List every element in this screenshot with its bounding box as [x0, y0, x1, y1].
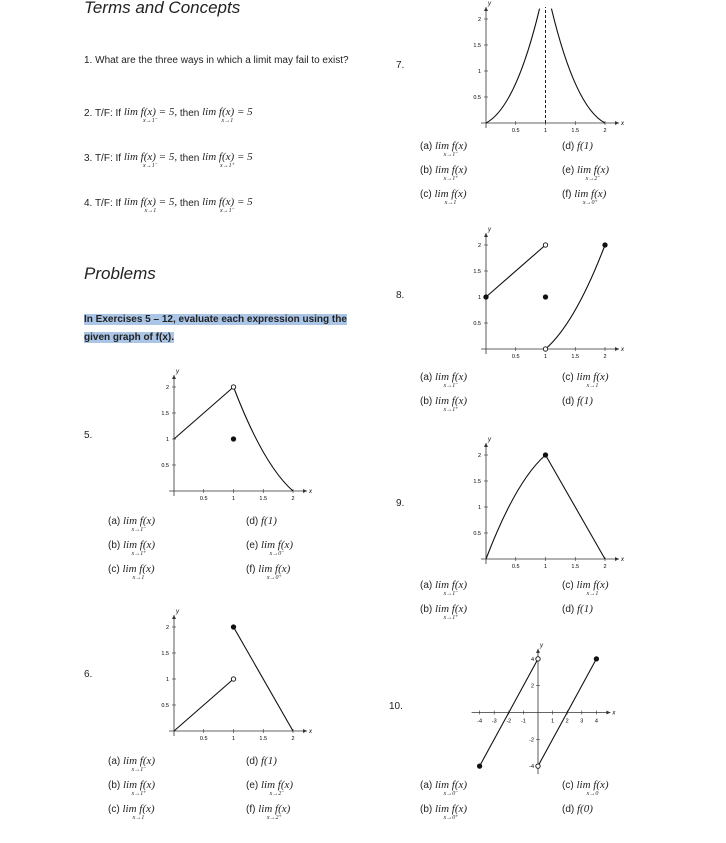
x-tick-label: 2	[565, 718, 569, 725]
y-tick-label: 0.5	[473, 95, 481, 101]
x-tick-label: 2	[291, 496, 295, 502]
x-tick-label: 2	[603, 564, 607, 570]
exercise-part	[562, 604, 593, 615]
exercise-part	[420, 141, 467, 159]
part-marker: (f)	[562, 189, 575, 200]
y-tick-label: 1.5	[473, 269, 481, 275]
y-axis-arrow	[484, 443, 488, 447]
exercise-10-number: 10.	[389, 701, 403, 712]
closed-point	[231, 625, 235, 629]
y-axis-arrow	[484, 233, 488, 237]
exercise-part	[562, 141, 593, 152]
x-tick-label: 1.5	[571, 128, 580, 134]
exercise-6-number: 6.	[84, 669, 93, 680]
open-point	[231, 385, 235, 389]
part-subscript: x→1⁺	[131, 551, 147, 557]
part-expression: lim f(x)	[435, 395, 468, 407]
part-subscript: x→1⁺	[131, 791, 147, 797]
x-tick-label: -4	[477, 718, 483, 725]
part-subscript: x→1⁻	[443, 591, 459, 597]
part-expression: lim f(x)	[576, 779, 609, 791]
open-point	[231, 677, 235, 681]
open-point	[536, 657, 540, 661]
series-curve	[546, 245, 606, 349]
part-expression: lim f(x)	[435, 140, 468, 152]
exercise-part	[246, 564, 290, 582]
instruction	[84, 309, 372, 345]
part-marker: (a)	[420, 372, 435, 383]
exercise-7-number: 7.	[396, 60, 405, 71]
part-marker: (b)	[108, 540, 123, 551]
x-tick-label: 1.5	[259, 736, 268, 742]
part-subscript: x→1	[132, 815, 145, 821]
x-tick-label: 2	[603, 354, 607, 360]
part-subscript: x→1⁻	[443, 152, 459, 158]
y-axis-label: y	[176, 369, 179, 375]
exercise-part	[420, 604, 467, 622]
part-expression: lim f(x)	[435, 371, 468, 383]
x-tick-label: 2	[291, 736, 295, 742]
y-tick-label: 4	[530, 656, 534, 663]
part-marker: (c)	[562, 372, 577, 383]
term-limit-1-sub: x→1⁻	[143, 163, 158, 169]
part-marker: (f)	[246, 564, 259, 575]
y-tick-label: 0.5	[161, 703, 169, 709]
instruction-text: In Exercises 5 – 12, evaluate each expression using the given graph of f(x).	[84, 314, 347, 343]
part-marker: (a)	[420, 780, 435, 791]
exercise-part	[246, 780, 293, 798]
graph-8	[452, 226, 632, 361]
part-subscript: x→1	[132, 575, 145, 581]
exercise-part	[420, 372, 467, 390]
part-expression: lim f(x)	[576, 371, 609, 383]
term-number: 2.	[84, 108, 93, 119]
open-point	[536, 764, 540, 768]
term-number: 1.	[84, 55, 93, 66]
x-axis-label: x	[309, 729, 312, 735]
part-marker: (b)	[420, 396, 435, 407]
part-expression: lim f(x)	[258, 803, 291, 815]
term-2	[84, 107, 384, 125]
part-subscript: x→1	[586, 383, 599, 389]
x-tick-label: -3	[491, 718, 497, 725]
part-expression: f(1)	[577, 395, 593, 407]
term-4	[84, 197, 384, 215]
series-segment	[174, 679, 234, 731]
exercise-part	[420, 189, 467, 207]
part-subscript: x→1⁺	[443, 176, 459, 182]
part-marker: (d)	[562, 604, 577, 615]
graph-6	[140, 608, 320, 743]
part-expression: lim f(x)	[123, 539, 156, 551]
x-axis-arrow	[606, 711, 610, 715]
part-expression: lim f(x)	[123, 515, 156, 527]
part-expression: lim f(x)	[123, 779, 156, 791]
exercise-part	[108, 540, 155, 558]
part-marker: (c)	[562, 780, 577, 791]
y-tick-label: 1	[477, 295, 481, 301]
part-marker: (f)	[246, 804, 259, 815]
part-subscript: x→1⁻	[131, 527, 147, 533]
closed-point	[231, 437, 235, 441]
y-tick-label: -2	[529, 737, 534, 744]
y-tick-label: 2	[165, 625, 169, 631]
part-subscript: x→1	[586, 591, 599, 597]
y-tick-label: 1.5	[161, 651, 169, 657]
part-marker: (a)	[420, 580, 435, 591]
part-expression: lim f(x)	[258, 563, 291, 575]
y-tick-label: -4	[529, 764, 534, 771]
exercise-part	[420, 396, 467, 414]
part-marker: (d)	[562, 141, 577, 152]
y-tick-label: 2	[165, 385, 169, 391]
exercise-part	[108, 804, 155, 822]
x-tick-label: -1	[520, 718, 526, 725]
part-expression: lim f(x)	[434, 188, 467, 200]
x-tick-label: 0.5	[199, 496, 208, 502]
part-marker: (a)	[420, 141, 435, 152]
term-number: 3.	[84, 153, 93, 164]
graph-9	[452, 436, 632, 571]
y-tick-label: 2	[477, 453, 481, 459]
y-tick-label: 2	[477, 243, 481, 249]
y-tick-label: 1.5	[473, 479, 481, 485]
x-axis-label: x	[621, 347, 624, 353]
part-marker: (b)	[420, 804, 435, 815]
term-3	[84, 152, 384, 170]
term-limit-1: lim f(x) = 5,	[123, 106, 178, 118]
part-marker: (c)	[420, 189, 435, 200]
term-limit-1: lim f(x) = 5,	[123, 151, 178, 163]
x-axis-arrow	[615, 347, 619, 351]
y-tick-label: 2	[530, 683, 534, 690]
exercise-part	[562, 372, 609, 390]
exercise-part	[246, 756, 277, 767]
part-marker: (d)	[562, 804, 577, 815]
closed-point	[543, 295, 547, 299]
term-text: What are the three ways in which a limit may fail to exist?	[95, 55, 349, 66]
series-right	[551, 9, 605, 123]
part-expression: f(1)	[261, 515, 277, 527]
x-tick-label: 1.5	[259, 496, 268, 502]
part-expression: lim f(x)	[435, 779, 468, 791]
term-limit-1: lim f(x) = 5,	[123, 196, 178, 208]
y-axis-arrow	[536, 649, 540, 653]
part-marker: (a)	[108, 756, 123, 767]
term-limit-2: lim f(x) = 5	[202, 106, 253, 118]
part-subscript: x→0⁺	[443, 815, 459, 821]
exercise-8-number: 8.	[396, 290, 405, 301]
y-tick-label: 1.5	[161, 411, 169, 417]
term-limit-1-sub: x→1	[144, 208, 157, 214]
part-expression: lim f(x)	[576, 579, 609, 591]
part-expression: lim f(x)	[574, 188, 607, 200]
y-axis-label: y	[540, 642, 543, 649]
part-marker: (d)	[246, 756, 261, 767]
y-tick-label: 0.5	[161, 463, 169, 469]
part-marker: (c)	[108, 564, 123, 575]
y-tick-label: 2	[477, 17, 481, 23]
part-marker: (d)	[246, 516, 261, 527]
graph-10	[468, 642, 628, 771]
part-marker: (e)	[562, 165, 577, 176]
term-prefix: T/F: If	[94, 108, 122, 119]
series-segment2	[234, 627, 294, 731]
part-subscript: x→0⁺	[266, 575, 282, 581]
exercise-5-number: 5.	[84, 430, 93, 441]
x-axis-arrow	[615, 557, 619, 561]
y-axis-label: y	[176, 609, 179, 615]
series-segment	[174, 387, 234, 439]
exercise-part	[108, 756, 155, 774]
series-segment	[546, 455, 606, 559]
exercise-9-number: 9.	[396, 498, 405, 509]
y-axis-label: y	[488, 1, 491, 7]
x-axis-arrow	[303, 489, 307, 493]
exercise-part	[246, 540, 293, 558]
part-expression: lim f(x)	[435, 164, 468, 176]
part-subscript: x→1⁻	[131, 767, 147, 773]
x-tick-label: 0.5	[199, 736, 208, 742]
y-tick-label: 1	[477, 69, 481, 75]
x-tick-label: 1	[543, 354, 548, 360]
graph-5	[140, 368, 320, 503]
x-tick-label: 0.5	[511, 354, 520, 360]
exercise-part	[420, 165, 467, 183]
x-tick-label: 0.5	[511, 564, 520, 570]
part-subscript: x→2⁺	[266, 815, 282, 821]
x-tick-label: 1	[543, 564, 548, 570]
part-marker: (c)	[108, 804, 123, 815]
term-limit-2-sub: x→1	[221, 118, 234, 124]
exercise-part	[420, 580, 467, 598]
exercise-part	[562, 165, 609, 183]
exercise-part	[108, 780, 155, 798]
x-axis-label: x	[621, 121, 624, 127]
x-tick-label: 4	[594, 718, 598, 725]
part-expression: lim f(x)	[261, 779, 294, 791]
y-axis-arrow	[172, 615, 176, 619]
part-expression: f(1)	[577, 140, 593, 152]
term-mid: then	[179, 198, 200, 209]
closed-point	[603, 243, 607, 247]
y-axis-arrow	[484, 7, 488, 11]
x-tick-label: 3	[580, 718, 584, 725]
y-tick-label: 1	[477, 505, 481, 511]
y-tick-label: 0.5	[473, 531, 481, 537]
exercise-part	[246, 804, 290, 822]
part-subscript: x→0	[586, 791, 599, 797]
term-mid: then	[179, 108, 200, 119]
term-limit-2-sub: x→1⁺	[219, 163, 235, 169]
part-expression: lim f(x)	[577, 164, 610, 176]
term-limit-2: lim f(x) = 5	[202, 196, 253, 208]
x-tick-label: 2	[603, 128, 607, 134]
part-expression: lim f(x)	[123, 755, 156, 767]
part-expression: lim f(x)	[122, 803, 155, 815]
part-marker: (a)	[108, 516, 123, 527]
closed-point	[484, 295, 488, 299]
exercise-part	[108, 516, 155, 534]
part-marker: (e)	[246, 540, 261, 551]
part-expression: f(1)	[261, 755, 277, 767]
exercise-part	[420, 780, 467, 798]
closed-point	[477, 764, 481, 768]
part-marker: (b)	[420, 604, 435, 615]
term-prefix: T/F: If	[94, 198, 122, 209]
part-expression: f(1)	[577, 603, 593, 615]
y-axis-label: y	[488, 437, 491, 443]
problems-heading: Problems	[84, 264, 156, 283]
x-tick-label: 1.5	[571, 564, 580, 570]
term-limit-2: lim f(x) = 5	[202, 151, 253, 163]
part-subscript: x→2⁻	[269, 791, 285, 797]
exercise-part	[562, 580, 609, 598]
term-number: 4.	[84, 198, 93, 209]
x-axis-arrow	[615, 121, 619, 125]
part-expression: lim f(x)	[122, 563, 155, 575]
x-tick-label: -2	[506, 718, 512, 725]
exercise-part	[562, 396, 593, 407]
x-tick-label: 0.5	[511, 128, 520, 134]
y-tick-label: 1	[165, 437, 169, 443]
x-axis-label: x	[309, 489, 312, 495]
x-axis-label: x	[621, 557, 624, 563]
part-subscript: x→1⁺	[443, 615, 459, 621]
exercise-part	[108, 564, 155, 582]
graph-7	[452, 0, 632, 135]
x-axis-label: x	[612, 710, 616, 717]
term-prefix: T/F: If	[94, 153, 122, 164]
part-expression: lim f(x)	[435, 803, 468, 815]
part-expression: lim f(x)	[435, 603, 468, 615]
part-subscript: x→1⁻	[443, 383, 459, 389]
part-expression: lim f(x)	[261, 539, 294, 551]
part-marker: (d)	[562, 396, 577, 407]
part-marker: (c)	[562, 580, 577, 591]
part-marker: (b)	[108, 780, 123, 791]
part-subscript: x→0⁺	[582, 200, 598, 206]
part-subscript: x→0⁻	[443, 791, 459, 797]
part-marker: (b)	[420, 165, 435, 176]
y-axis-label: y	[488, 227, 491, 233]
term-limit-2-sub: x→1⁻	[219, 208, 235, 214]
exercise-part	[420, 804, 467, 822]
series-curve	[234, 387, 294, 491]
exercise-part	[562, 780, 609, 798]
part-marker: (e)	[246, 780, 261, 791]
term-mid: then	[179, 153, 200, 164]
x-tick-label: 1.5	[571, 354, 580, 360]
x-tick-label: 1	[231, 496, 236, 502]
part-subscript: x→1	[444, 200, 457, 206]
open-point	[543, 347, 547, 351]
closed-point	[594, 657, 598, 661]
part-expression: lim f(x)	[435, 579, 468, 591]
terms-heading: Terms and Concepts	[84, 0, 241, 17]
closed-point	[543, 453, 547, 457]
term-limit-1-sub: x→1⁻	[143, 118, 158, 124]
y-axis-arrow	[172, 375, 176, 379]
exercise-part	[246, 516, 277, 527]
series-arc	[486, 455, 546, 559]
term-1	[84, 54, 374, 67]
part-subscript: x→2⁻	[585, 176, 601, 182]
x-axis-arrow	[303, 729, 307, 733]
part-subscript: x→1⁺	[443, 407, 459, 413]
series-left	[486, 9, 540, 123]
y-tick-label: 1.5	[473, 43, 481, 49]
exercise-part	[562, 804, 593, 815]
y-tick-label: 1	[165, 677, 169, 683]
exercise-part	[562, 189, 606, 207]
y-tick-label: 0.5	[473, 321, 481, 327]
part-subscript: x→0⁻	[269, 551, 285, 557]
part-expression: f(0)	[577, 803, 593, 815]
x-tick-label: 1	[231, 736, 236, 742]
x-tick-label: 1	[543, 128, 548, 134]
open-point	[543, 243, 547, 247]
x-tick-label: 1	[551, 718, 555, 725]
series-segment	[486, 245, 546, 297]
